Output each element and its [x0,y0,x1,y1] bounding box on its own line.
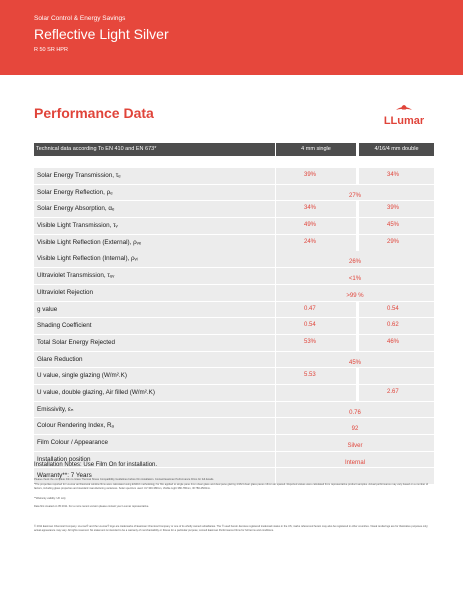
value-text: 34% [387,172,400,178]
value-text: 27% [348,192,361,199]
fine-print-line: Please check the complete Film to Glass Thermal Stress Compatibility Guidelines before film installation. Contact Eastman Performance Films for full details. [34,478,215,481]
row-label: g value [34,302,275,318]
row-value-double [359,302,434,318]
table-row [34,368,434,384]
row-value-merged [276,285,434,301]
table-row [34,168,434,184]
row-value-merged [276,251,434,267]
row-value-double [359,385,434,401]
row-value-merged [276,435,434,451]
table-row [34,418,434,434]
row-label: Colour Rendering Index, Rₐ [34,418,275,434]
row-value-single [276,168,356,184]
row-value-double [359,368,434,384]
value-text: 39% [387,205,400,212]
table-header-single: 4 mm single [276,143,356,156]
row-label: Solar Energy Transmission, τₑ [34,168,275,184]
llumar-logo [374,100,434,128]
row-value-merged [276,185,434,201]
row-value-double [359,218,434,234]
row-label: Warranty**: 7 Years [34,468,275,484]
fine-print-line: © 2011 Eastman Chemical Company. LLumar® and the LLumar® logo are trademarks of Eastman Chemical Company or one of its wholly owned subsidiaries. The ® used herein denotes registered trademark status in the US; marks referenced herein may also be registered in other countries. Visual renderings are for illustrative purposes only; actual appearance may vary. All rights reserved. No statement is intended to be a warranty of merchantability or fitness for a particular purpose; consult Eastman Performance Films for full terms and conditions. [34,525,429,532]
row-label: Glare Reduction [34,352,275,368]
table-row [34,402,434,418]
row-label: Film Colour / Appearance [34,435,275,451]
header-subtitle: Solar Control & Energy Savings [34,15,126,22]
table-row [34,218,434,234]
value-text: 29% [387,238,400,245]
row-label: Solar Energy Absorption, αₑ [34,201,275,217]
table-header [34,143,434,156]
row-label: Ultraviolet Transmission, τᵤᵥ [34,268,275,284]
row-value-double [359,201,434,217]
value-text: 0.62 [387,322,399,329]
value-text: 5.53 [304,372,316,379]
row-value-single [276,335,356,351]
value-text: 39% [304,172,317,178]
value-text: 2.67 [387,388,399,395]
performance-table [34,168,434,485]
row-value-merged [276,268,434,284]
row-value-single [276,302,356,318]
table-row [34,302,434,318]
row-value-single [276,201,356,217]
row-label: Visible Light Transmission, τᵥ [34,218,275,234]
table-row [34,201,434,217]
row-label: Visible Light Reflection (Internal), ρᵥᵢ [34,251,275,267]
row-label: U value, single glazing (W/m².K) [34,368,275,384]
row-value-merged [276,402,434,418]
row-value-merged [276,452,434,468]
fine-print-line: Data first created on 05 2011. For a more recent version please contact your LLumar representative. [34,505,150,508]
value-text: Internal [344,459,365,466]
table-header-label: Technical data according To EN 410 and EN 673* [34,143,275,156]
row-label: Ultraviolet Rejection [34,285,275,301]
table-row [34,385,434,401]
row-value-double [359,318,434,334]
row-value-double [359,335,434,351]
table-row [34,318,434,334]
value-text: 0.76 [349,409,361,416]
row-value-merged [276,352,434,368]
table-row [34,185,434,201]
value-text: 34% [304,205,317,212]
value-text: 92 [351,426,359,433]
table-row [34,352,434,368]
installation-note: Installation Notes: Use Film On for installation. [34,462,158,468]
table-row [34,268,434,284]
svg-text:LLumar: LLumar [383,115,425,127]
value-text: 0.47 [304,305,316,312]
row-value-single [276,368,356,384]
table-row [34,435,434,451]
table-row [34,251,434,267]
value-text: Silver [347,443,363,449]
product-title: Reflective Light Silver [34,26,169,42]
row-label: Shading Coefficient [34,318,275,334]
table-row [34,335,434,351]
section-title: Performance Data [34,105,154,121]
value-text: 45% [387,222,400,229]
fine-print-line: *The properties reported for LLumar architectural window films were calculated using EN410 methodology for film applied to single pane 4mm clear glass and dual pane glazing 4/16/4 clear glass panes 16mm air spaced. Reported values were calculated from representative product samples. Actual performance may vary based on a number of factors, including glass properties and standard manufacturing variances. Solar spectrum used: UV 300-380nm, Visible Light 380-780nm, IR 780-2500nm. [34,483,429,490]
row-value-single [276,385,356,401]
table-header-double: 4/16/4 mm double [359,143,434,156]
table-row [34,285,434,301]
value-text: 0.54 [304,322,316,329]
table-row [34,468,434,484]
row-label: Solar Energy Reflection, ρₑ [34,185,275,201]
row-value-merged [276,418,434,434]
value-text: 45% [348,359,361,366]
row-value-single [276,318,356,334]
row-value-single [276,235,356,251]
row-value-single [276,218,356,234]
value-text: 26% [348,259,361,266]
row-label: Emissivity, εₙ [34,402,275,418]
value-text: 49% [304,222,317,229]
row-label: Visible Light Reflection (External), ρᵥₑ [34,235,275,251]
value-text: 0.54 [387,305,399,312]
row-value-double [359,168,434,184]
fine-print-line: **Warranty validity: UK only [34,497,66,500]
row-value-double [359,235,434,251]
value-text: 53% [304,338,317,345]
value-text: <1% [348,276,362,283]
value-text: >99 % [346,292,364,299]
table-row [34,235,434,251]
row-label: Total Solar Energy Rejected [34,335,275,351]
value-text: 46% [387,338,400,345]
product-code: R 50 SR HPR [34,47,68,53]
value-text: 24% [304,238,317,245]
row-label: Installation position [34,452,275,468]
row-label: U value, double glazing, Air filled (W/m².K) [34,385,275,401]
header-banner [0,0,463,75]
row-value-merged [276,468,434,484]
